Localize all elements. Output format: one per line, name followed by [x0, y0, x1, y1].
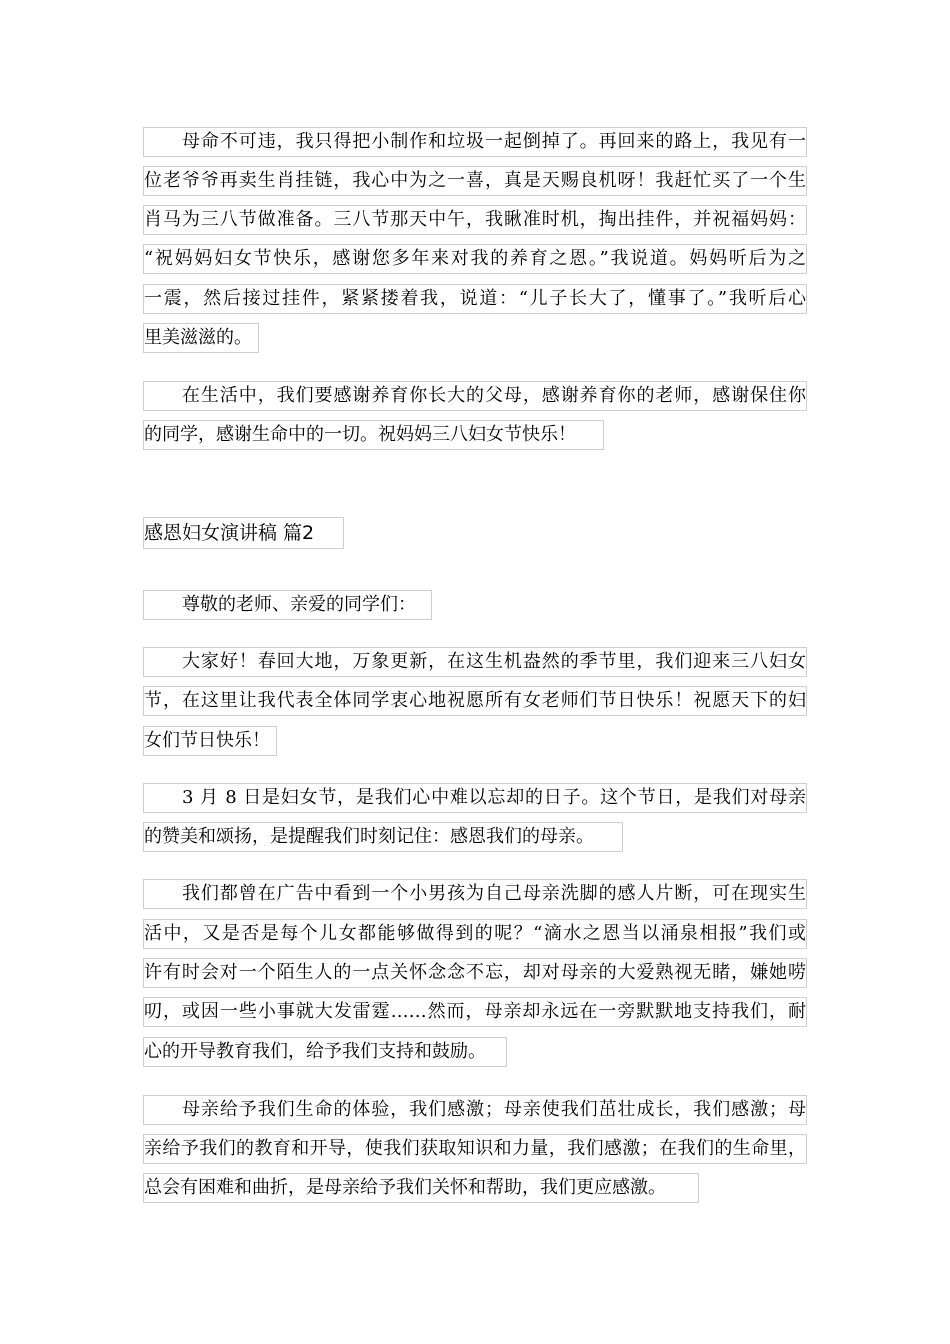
paragraph-line: 亲给予我们的教育和开导，使我们获取知识和力量，我们感激；在我们的生命里，: [144, 1138, 806, 1159]
paragraph-line: 女们节日快乐！: [144, 730, 270, 751]
paragraph-line: 位老爷爷再卖生肖挂链，我心中为之一喜，真是天赐良机呀！我赶忙买了一个生: [144, 170, 806, 191]
paragraph-line: 活中，又是否是每个儿女都能够做得到的呢？“滴水之恩当以涌泉相报”我们或: [144, 923, 806, 944]
paragraph-line: 许有时会对一个陌生人的一点关怀念念不忘，却对母亲的大爱熟视无睹，嫌她唠: [144, 962, 806, 983]
paragraph-line: 节，在这里让我代表全体同学衷心地祝愿所有女老师们节日快乐！祝愿天下的妇: [144, 690, 806, 711]
paragraph-line: 肖马为三八节做准备。三八节那天中午，我瞅准时机，掏出挂件，并祝福妈妈：: [144, 209, 806, 230]
paragraph-line: 的赞美和颂扬，是提醒我们时刻记住：感恩我们的母亲。: [144, 826, 594, 847]
paragraph-line: 一震，然后接过挂件，紧紧搂着我，说道：“儿子长大了，懂事了。”我听后心: [144, 288, 806, 309]
paragraph-line: 心的开导教育我们，给予我们支持和鼓励。: [144, 1041, 486, 1062]
paragraph-line: 叨，或因一些小事就大发雷霆……然而，母亲却永远在一旁默默地支持我们，耐: [144, 1001, 806, 1022]
paragraph-line: 我们都曾在广告中看到一个小男孩为自己母亲洗脚的感人片断，可在现实生: [182, 883, 806, 904]
paragraph-line: 3 月 8 日是妇女节，是我们心中难以忘却的日子。这个节日，是我们对母亲: [182, 787, 806, 808]
salutation-line: 尊敬的老师、亲爱的同学们：: [182, 594, 416, 615]
paragraph-line: 母命不可违，我只得把小制作和垃圾一起倒掉了。再回来的路上，我见有一: [182, 131, 806, 152]
paragraph-line: 总会有困难和曲折，是母亲给予我们关怀和帮助，我们更应感激。: [144, 1177, 666, 1198]
paragraph-line: “祝妈妈妇女节快乐，感谢您多年来对我的养育之恩。”我说道。妈妈听后为之: [144, 248, 806, 269]
paragraph-line: 在生活中，我们要感谢养育你长大的父母，感谢养育你的老师，感谢保住你: [182, 385, 806, 406]
section-heading: 感恩妇女演讲稿 篇2: [144, 522, 315, 544]
paragraph-line: 母亲给予我们生命的体验，我们感激；母亲使我们茁壮成长，我们感激；母: [182, 1099, 806, 1120]
paragraph-line: 大家好！春回大地，万象更新，在这生机盎然的季节里，我们迎来三八妇女: [182, 651, 806, 672]
paragraph-line: 里美滋滋的。: [144, 327, 252, 348]
paragraph-line: 的同学，感谢生命中的一切。祝妈妈三八妇女节快乐！: [144, 424, 576, 445]
